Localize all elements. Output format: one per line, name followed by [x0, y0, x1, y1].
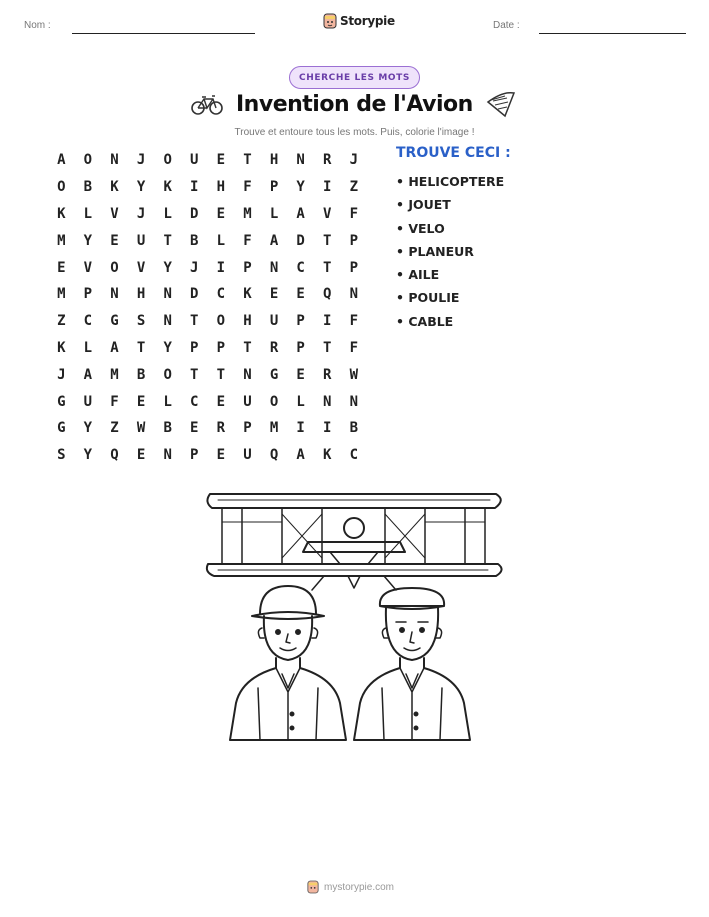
grid-cell: I [323, 420, 332, 437]
grid-cell: U [243, 447, 252, 464]
grid-cell: J [57, 366, 66, 383]
grid-cell: A [269, 232, 279, 249]
word-list-item: • HELICOPTERE [396, 174, 505, 189]
grid-cell: P [349, 259, 359, 276]
grid-cell: T [216, 366, 226, 383]
brand-name: Storypie [340, 14, 395, 28]
grid-cell: T [163, 232, 172, 249]
grid-cell: N [349, 393, 359, 410]
grid-cell: O [163, 366, 172, 383]
footer [307, 880, 394, 894]
upper-wing [207, 494, 500, 508]
word-list [396, 170, 504, 333]
word-list-item: • VELO [396, 220, 445, 236]
grid-cell: F [349, 205, 359, 222]
word-list-item: • JOUET [396, 197, 451, 213]
grid-cell: J [349, 152, 359, 169]
man-left-hat [252, 586, 324, 619]
grid-cell: C [190, 393, 199, 410]
word-list-item: • PLANEUR [396, 243, 474, 259]
grid-cell: Z [57, 313, 66, 330]
grid-cell: W [349, 366, 359, 383]
brand-logo [323, 13, 395, 29]
grid-cell: U [269, 313, 279, 330]
grid-cell: F [349, 339, 359, 356]
grid-cell: U [136, 232, 146, 249]
grid-cell: Q [269, 447, 279, 464]
grid-cell: L [83, 339, 93, 356]
grid-cell: O [163, 152, 172, 169]
grid-cell: V [83, 259, 93, 276]
grid-cell: K [57, 205, 66, 222]
grid-cell: O [83, 152, 93, 169]
grid-cell: O [110, 259, 119, 276]
grid-cell: P [83, 286, 93, 303]
grid-cell: E [136, 393, 146, 410]
grid-cell: B [190, 232, 199, 249]
grid-cell: B [83, 179, 93, 196]
grid-cell: E [216, 447, 226, 464]
grid-cell: P [349, 232, 359, 249]
name-line [72, 33, 255, 34]
grid-cell: E [216, 205, 226, 222]
grid-cell: P [296, 313, 305, 330]
grid-cell: N [243, 366, 252, 383]
grid-cell: V [110, 205, 119, 222]
grid-cell: K [57, 339, 66, 356]
grid-cell: D [190, 205, 199, 222]
word-search-grid [48, 147, 367, 469]
grid-cell: P [190, 447, 199, 464]
grid-cell: T [190, 366, 199, 383]
grid-cell: O [269, 393, 279, 410]
grid-cell: N [269, 259, 279, 276]
coloring-illustration [200, 488, 510, 743]
grid-cell: Y [83, 447, 93, 464]
grid-cell: N [163, 286, 172, 303]
grid-cell: R [269, 339, 279, 356]
grid-cell: J [136, 205, 146, 222]
grid-cell: Y [163, 339, 172, 356]
grid-cell: Y [296, 179, 305, 196]
grid-cell: M [269, 420, 279, 437]
grid-cell: I [216, 259, 226, 276]
grid-cell: M [110, 366, 119, 383]
word-list-item: • CABLE [396, 313, 454, 329]
grid-cell: N [296, 152, 305, 169]
word-list-item: • AILE [396, 267, 440, 283]
grid-cell: F [349, 313, 359, 330]
storypie-mascot-icon [323, 13, 337, 29]
grid-cell: E [269, 286, 279, 303]
grid-cell: O [216, 313, 226, 330]
grid-cell: A [57, 152, 66, 169]
grid-cell: I [323, 313, 332, 330]
word-list-title: TROUVE CECI : [396, 145, 511, 161]
page-title: Invention de l'Avion [236, 92, 473, 117]
grid-cell: U [190, 152, 199, 169]
grid-cell: S [136, 313, 146, 330]
grid-cell: C [83, 313, 93, 330]
grid-cell: V [136, 259, 146, 276]
date-label: Date : [493, 20, 520, 31]
instructions: Trouve et entoure tous les mots. Puis, colorie l'image ! [234, 127, 475, 138]
grid-cell: P [269, 179, 279, 196]
grid-cell: N [349, 286, 359, 303]
grid-cell: O [57, 179, 66, 196]
grid-cell: R [216, 420, 226, 437]
grid-cell: C [216, 286, 226, 303]
grid-cell: L [163, 205, 172, 222]
grid-cell: L [163, 393, 172, 410]
grid-cell: K [163, 179, 172, 196]
grid-cell: L [269, 205, 279, 222]
grid-cell: N [163, 313, 172, 330]
grid-cell: A [110, 339, 119, 356]
grid-cell: B [136, 366, 146, 383]
grid-cell: F [243, 232, 252, 249]
grid-cell: I [323, 179, 332, 196]
grid-cell: G [269, 366, 279, 383]
grid-cell: P [243, 420, 252, 437]
man-right-cap [380, 588, 444, 609]
grid-cell: T [243, 339, 252, 356]
grid-cell: G [57, 420, 66, 437]
grid-cell: E [216, 152, 226, 169]
grid-cell: F [110, 393, 119, 410]
grid-cell: K [323, 447, 332, 464]
grid-cell: H [136, 286, 146, 303]
grid-cell: R [323, 152, 332, 169]
grid-cell: A [83, 366, 93, 383]
grid-cell: Z [349, 179, 359, 196]
grid-cell: M [57, 286, 66, 303]
grid-cell: Q [323, 286, 332, 303]
hang-glider-icon [485, 90, 517, 118]
grid-cell: G [110, 313, 119, 330]
grid-cell: M [243, 205, 252, 222]
grid-cell: G [57, 393, 66, 410]
word-list-item: • POULIE [396, 290, 460, 306]
grid-cell: E [216, 393, 226, 410]
grid-cell: Y [83, 420, 93, 437]
grid-cell: V [323, 205, 332, 222]
grid-cell: L [296, 393, 305, 410]
grid-cell: E [110, 232, 119, 249]
grid-cell: N [163, 447, 172, 464]
grid-cell: K [110, 179, 119, 196]
grid-cell: L [216, 232, 226, 249]
grid-cell: E [296, 286, 305, 303]
grid-cell: F [243, 179, 252, 196]
name-label: Nom : [24, 20, 51, 31]
grid-cell: N [110, 286, 119, 303]
grid-cell: T [323, 339, 332, 356]
grid-cell: H [243, 313, 252, 330]
grid-cell: L [83, 205, 93, 222]
grid-cell: U [243, 393, 252, 410]
grid-cell: H [269, 152, 279, 169]
grid-cell: U [83, 393, 93, 410]
grid-cell: P [296, 339, 305, 356]
grid-cell: E [57, 259, 66, 276]
man-left-face [264, 616, 312, 660]
grid-cell: S [57, 447, 66, 464]
grid-cell: M [57, 232, 66, 249]
grid-cell: J [136, 152, 146, 169]
grid-cell: C [349, 447, 359, 464]
grid-cell: P [216, 339, 226, 356]
grid-cell: K [243, 286, 252, 303]
grid-cell: J [190, 259, 199, 276]
grid-cell: N [323, 393, 332, 410]
grid-cell: B [349, 420, 359, 437]
word-search-badge: CHERCHE LES MOTS [289, 66, 420, 89]
grid-cell: A [296, 447, 305, 464]
footer-url: mystorypie.com [324, 881, 395, 893]
grid-cell: R [323, 366, 332, 383]
grid-cell: Y [136, 179, 146, 196]
date-line [539, 33, 686, 34]
grid-cell: E [190, 420, 199, 437]
grid-cell: C [296, 259, 305, 276]
bicycle-icon [191, 94, 223, 116]
grid-cell: H [216, 179, 226, 196]
grid-cell: B [163, 420, 172, 437]
grid-cell: Z [110, 420, 119, 437]
grid-cell: P [190, 339, 199, 356]
grid-cell: Q [110, 447, 119, 464]
grid-cell: Y [163, 259, 172, 276]
grid-cell: P [243, 259, 252, 276]
grid-cell: T [323, 259, 332, 276]
storypie-mascot-icon [307, 880, 319, 894]
grid-cell: E [296, 366, 305, 383]
grid-cell: D [190, 286, 199, 303]
grid-cell: E [136, 447, 146, 464]
grid-cell: I [296, 420, 305, 437]
grid-cell: T [190, 313, 199, 330]
grid-cell: D [296, 232, 305, 249]
grid-cell: N [110, 152, 119, 169]
grid-cell: T [136, 339, 146, 356]
grid-cell: Y [83, 232, 93, 249]
grid-cell: W [136, 420, 146, 437]
grid-cell: A [296, 205, 305, 222]
grid-cell: T [323, 232, 332, 249]
grid-cell: I [190, 179, 199, 196]
grid-cell: T [243, 152, 252, 169]
